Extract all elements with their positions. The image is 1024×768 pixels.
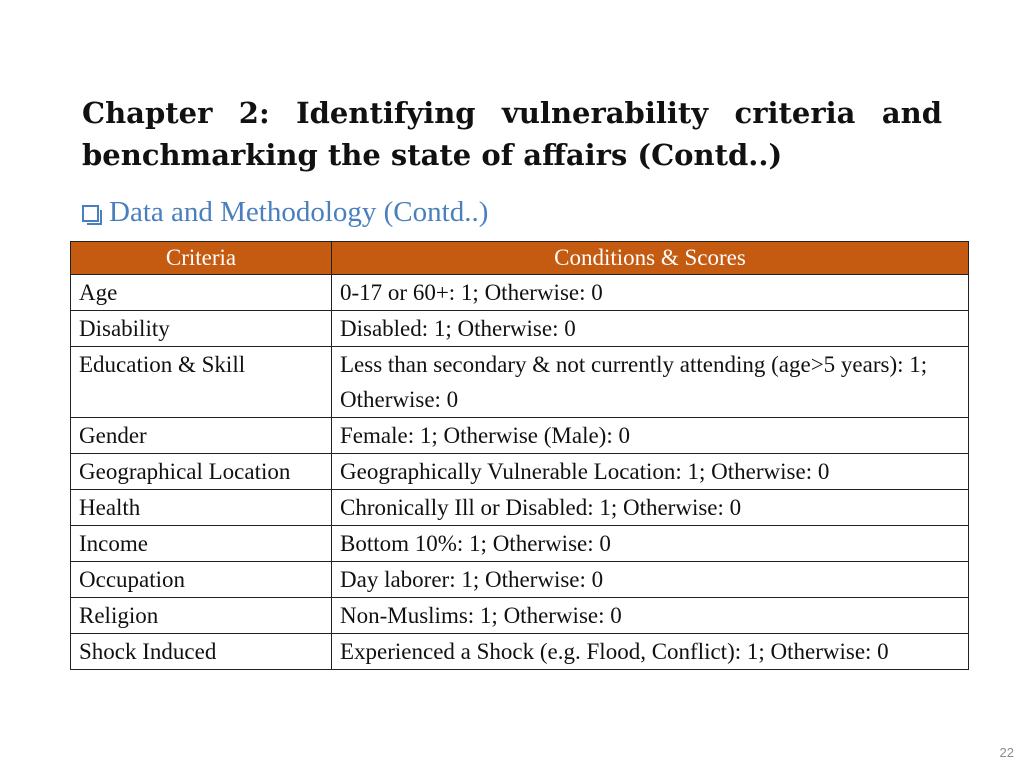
table-row [71, 454, 969, 490]
row-criteria-health: Health [71, 490, 332, 526]
row-conditions-disability: Disabled: 1; Otherwise: 0 [332, 311, 969, 347]
criteria-table [70, 241, 969, 670]
row-conditions-health: Chronically Ill or Disabled: 1; Otherwise: 0 [332, 490, 969, 526]
row-conditions-geographical: Geographically Vulnerable Location: 1; Otherwise: 0 [332, 454, 969, 490]
row-criteria-age: Age [71, 275, 332, 311]
row-conditions-education: Less than secondary & not currently attending (age>5 years): 1; Otherwise: 0 [332, 347, 969, 418]
row-criteria-geographical: Geographical Location [71, 454, 332, 490]
subheading-text: Data and Methodology (Contd..) [109, 196, 489, 228]
row-criteria-education: Education & Skill [71, 347, 332, 418]
row-conditions-age: 0-17 or 60+: 1; Otherwise: 0 [332, 275, 969, 311]
row-conditions-religion: Non-Muslims: 1; Otherwise: 0 [332, 598, 969, 634]
row-criteria-income: Income [71, 526, 332, 562]
header-conditions: Conditions & Scores [332, 242, 969, 275]
row-criteria-religion: Religion [71, 598, 332, 634]
table-row [71, 634, 969, 670]
table-row [71, 490, 969, 526]
page-number: 22 [999, 745, 1014, 760]
table-row [71, 347, 969, 418]
row-criteria-gender: Gender [71, 418, 332, 454]
header-criteria: Criteria [71, 242, 332, 275]
row-criteria-occupation: Occupation [71, 562, 332, 598]
subheading [82, 194, 488, 230]
table-row [71, 598, 969, 634]
table-row [71, 311, 969, 347]
row-criteria-shock: Shock Induced [71, 634, 332, 670]
checkbox-bullet-icon [82, 205, 99, 222]
table-row [71, 526, 969, 562]
row-conditions-income: Bottom 10%: 1; Otherwise: 0 [332, 526, 969, 562]
table-row [71, 418, 969, 454]
row-conditions-occupation: Day laborer: 1; Otherwise: 0 [332, 562, 969, 598]
table-row [71, 562, 969, 598]
slide-title: Chapter 2: Identifying vulnerability criteria and benchmarking the state of affairs (Contd..) [82, 96, 942, 172]
row-conditions-shock: Experienced a Shock (e.g. Flood, Conflict): 1; Otherwise: 0 [332, 634, 969, 670]
table-header-row [71, 242, 969, 275]
row-conditions-gender: Female: 1; Otherwise (Male): 0 [332, 418, 969, 454]
table-row [71, 275, 969, 311]
row-criteria-disability: Disability [71, 311, 332, 347]
